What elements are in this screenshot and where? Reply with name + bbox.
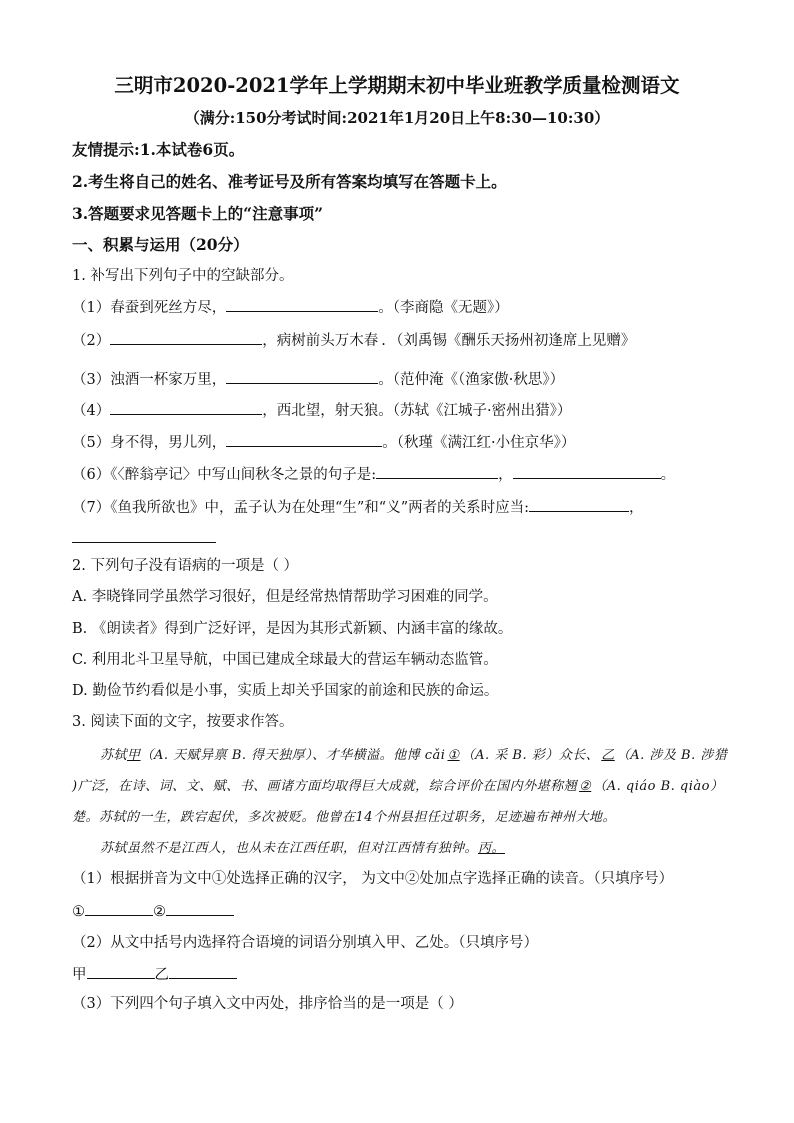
q1-item-2-source: （刘禹锡《酬乐天扬州初逢席上见赠》 bbox=[388, 333, 636, 349]
q1-item-4-pre: （4） bbox=[72, 403, 111, 419]
passage-text: )广泛，在诗、词、文、赋、书、画诸方面均取得巨大成就，综合评价在国内外堪称翘 bbox=[72, 779, 578, 794]
answer-blank[interactable] bbox=[85, 901, 153, 916]
q2-stem: 2. 下列句子没有语病的一项是（ ） bbox=[72, 558, 299, 574]
q1-item-3-pre: （3）浊酒一杯家万里， bbox=[72, 372, 227, 388]
q1-stem: 1. 补写出下列句子中的空缺部分。 bbox=[72, 268, 294, 284]
q1-item-3-post: 。（范仲淹《（渔家傲·秋思》） bbox=[378, 372, 565, 388]
q3-sub-2-answers bbox=[72, 964, 237, 985]
answer-blank[interactable] bbox=[110, 330, 262, 345]
q1-item-5-pre: （5）身不得，男儿列， bbox=[72, 435, 227, 451]
notice-line-2: 2.考生将自己的姓名、准考证号及所有答案均填写在答题卡上。 bbox=[72, 172, 507, 191]
passage-line-3: 楚。苏轼的一生，跌宕起伏，多次被贬。他曾在14个州县担任过职务，足迹遍布神州大地。 bbox=[72, 810, 617, 825]
answer-blank[interactable] bbox=[513, 464, 661, 479]
answer-blank[interactable] bbox=[166, 901, 234, 916]
passage-text: 苏轼 bbox=[100, 748, 128, 763]
q1-item-2-post: ，病树前头万木春 bbox=[262, 333, 379, 349]
passage-text: （A. 天赋异禀 B. 得天独厚）、才华横溢。他博 cǎi bbox=[140, 748, 446, 763]
q1-item-7-pre: （7）《鱼我所欲也》中，孟子认为在处理“生”和“义”两者的关系时应当: bbox=[72, 500, 530, 516]
q1-item-2 bbox=[72, 330, 635, 351]
blank-marker-jia: 甲 bbox=[127, 748, 141, 763]
answer-label-yi: 乙 bbox=[154, 967, 169, 983]
q1-item-7 bbox=[72, 497, 644, 518]
notice-line-1: 友情提示:1.本试卷6页。 bbox=[72, 140, 245, 159]
q2-option-b: B. 《朗读者》得到广泛好评，是因为其形式新颖、内涵丰富的缘故。 bbox=[72, 621, 513, 637]
q1-item-1 bbox=[72, 297, 509, 318]
q1-item-6-pre: （6）《〈醉翁亭记〉中写山间秋冬之景的句子是: bbox=[72, 467, 377, 483]
notice-line-3: 3.答题要求见答题卡上的“注意事项” bbox=[72, 204, 324, 223]
answer-blank[interactable] bbox=[110, 400, 262, 415]
answer-label-1: ① bbox=[72, 904, 85, 920]
answer-blank[interactable] bbox=[529, 497, 629, 512]
answer-blank[interactable] bbox=[169, 964, 237, 979]
q3-sub-1: （1）根据拼音为文中①处选择正确的汉字， 为文中②处加点字选择正确的读音。（只填序号） bbox=[72, 871, 674, 887]
q2-option-a: A. 李晓锋同学虽然学习很好，但是经常热情帮助学习困难的同学。 bbox=[72, 589, 498, 605]
q3-stem: 3. 阅读下面的文字，按要求作答。 bbox=[72, 714, 294, 730]
q1-item-1-pre: （1）春蚕到死丝方尽， bbox=[72, 300, 227, 316]
q1-item-2-dot: . bbox=[381, 333, 386, 349]
q1-item-6-post: 。 bbox=[660, 467, 676, 483]
q3-sub-2: （2）从文中括号内选择符合语境的词语分别填入甲、乙处。（只填序号） bbox=[72, 935, 538, 951]
q1-item-7-cont bbox=[72, 528, 216, 549]
q3-sub-1-answers bbox=[72, 901, 234, 922]
passage-text: （A. qiáo B. qiào） bbox=[593, 779, 724, 794]
answer-blank[interactable] bbox=[376, 464, 498, 479]
answer-blank[interactable] bbox=[72, 528, 216, 543]
passage-text: 苏轼虽然不是江西人，也从未在江西任职，但对江西情有独钟。 bbox=[100, 841, 479, 856]
q2-option-c: C. 利用北斗卫星导航，中国已建成全球最大的营运车辆动态监管。 bbox=[72, 652, 498, 668]
q1-item-6-mid: ， bbox=[498, 467, 513, 483]
passage-line-1 bbox=[100, 746, 727, 766]
passage-text: （A. 涉及 B. 涉猎 bbox=[616, 748, 728, 763]
blank-marker-yi: 乙 bbox=[601, 748, 615, 763]
q1-item-6 bbox=[72, 464, 675, 485]
passage-line-4 bbox=[100, 839, 505, 859]
blank-marker-1: ① bbox=[447, 748, 460, 763]
q1-item-1-post: 。（李商隐《无题》） bbox=[378, 300, 509, 316]
answer-blank[interactable] bbox=[226, 432, 382, 447]
blank-marker-2: ② bbox=[579, 779, 592, 794]
passage-text: （A. 采 B. 彩）众长、 bbox=[461, 748, 600, 763]
blank-marker-bing: 丙。 bbox=[478, 841, 506, 856]
q1-item-2-pre: （2） bbox=[72, 333, 111, 349]
q1-item-7-mid: ， bbox=[629, 500, 644, 516]
q1-item-3 bbox=[72, 369, 564, 390]
page-title: 三明市2020-2021学年上学期期末初中毕业班教学质量检测语文 bbox=[114, 74, 680, 97]
q3-sub-3: （3）下列四个句子填入文中丙处，排序恰当的是一项是（ ） bbox=[72, 996, 463, 1012]
answer-blank[interactable] bbox=[226, 297, 378, 312]
section-heading: 一、积累与运用（20分） bbox=[72, 235, 249, 254]
answer-blank[interactable] bbox=[226, 369, 378, 384]
answer-blank[interactable] bbox=[87, 964, 155, 979]
q2-option-d: D. 勤俭节约看似是小事，实质上却关乎国家的前途和民族的命运。 bbox=[72, 683, 499, 699]
q1-item-4-post: ，西北望，射天狼。（苏轼《江城子·密州出猎》） bbox=[262, 403, 572, 419]
answer-label-jia: 甲 bbox=[72, 967, 87, 983]
q1-item-5-post: 。（秋瑾《满江红·小住京华》） bbox=[382, 435, 576, 451]
answer-label-2: ② bbox=[153, 904, 166, 920]
q1-item-5 bbox=[72, 432, 575, 453]
exam-info: （满分:150分考试时间:2021年1月20日上午8:30—10:30） bbox=[184, 109, 610, 127]
q1-item-4 bbox=[72, 400, 571, 421]
passage-line-2 bbox=[72, 777, 723, 797]
